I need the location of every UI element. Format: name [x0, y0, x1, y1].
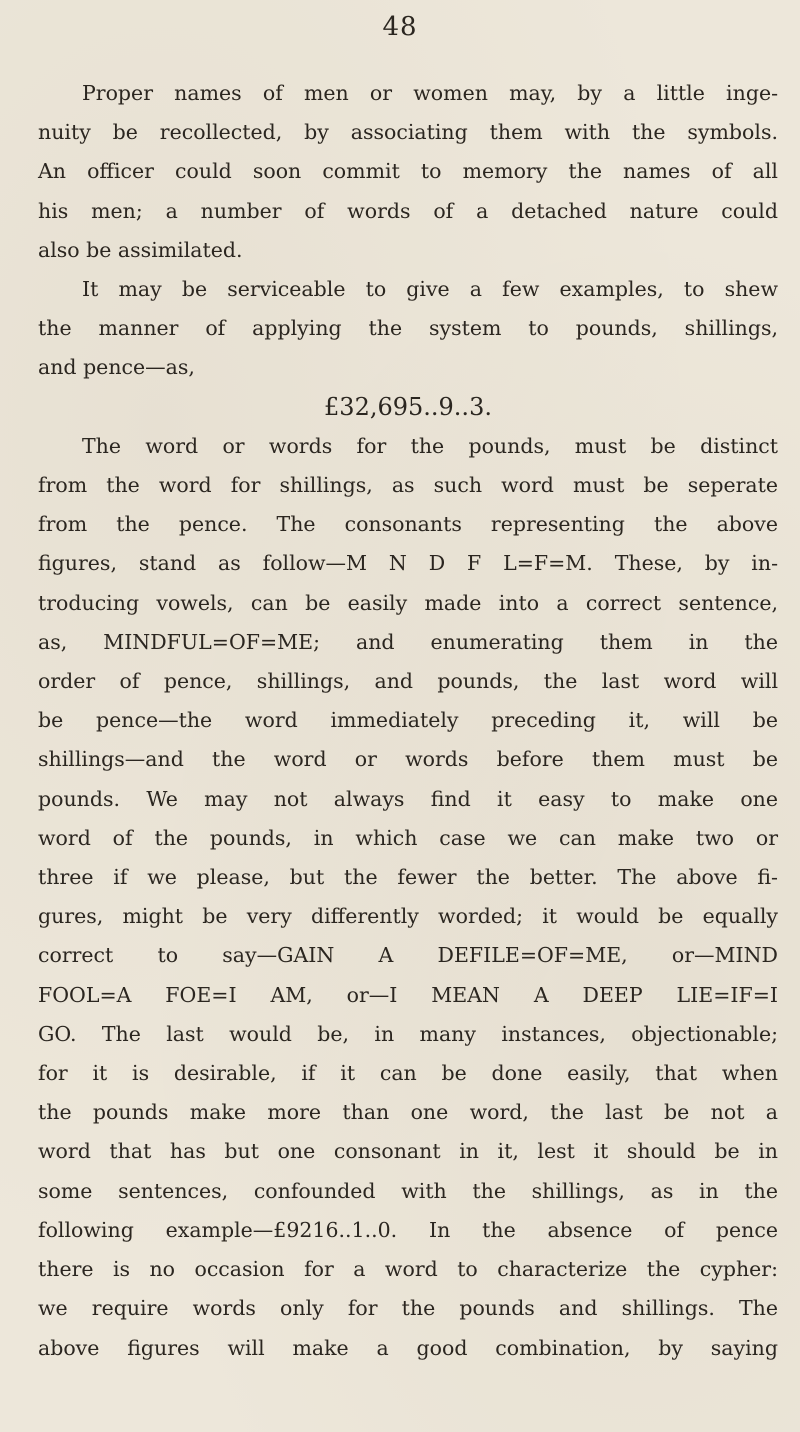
text-line: we require words only for the pounds and shillings. The	[38, 1296, 778, 1321]
text-line: It may be serviceable to give a few examples, to shew	[82, 277, 778, 302]
text-line: be pence—the word immediately preceding it, will be	[38, 708, 778, 733]
text-line: nuity be recollected, by associating them with the symbols.	[38, 120, 778, 145]
text-line: and pence—as,	[38, 355, 195, 380]
text-line: GO. The last would be, in many instances, objectionable;	[38, 1021, 778, 1046]
text-line: some sentences, confounded with the shillings, as in the	[38, 1178, 778, 1203]
text-line: also be assimilated.	[38, 237, 243, 262]
text-line: £32,695..9..3.	[324, 392, 492, 421]
text-line: The word or words for the pounds, must be distinct	[82, 433, 778, 458]
text-line: order of pence, shillings, and pounds, the last word will	[38, 669, 778, 694]
text-line: troducing vowels, can be easily made into a correct sentence,	[38, 590, 778, 615]
text-line: gures, might be very differently worded; it would be equally	[38, 904, 778, 929]
text-line: following example—£9216..1..0. In the absence of pence	[38, 1217, 778, 1242]
page-number: 48	[382, 12, 418, 42]
text-line: from the pence. The consonants representing the above	[38, 512, 778, 537]
text-line: the pounds make more than one word, the last be not a	[38, 1100, 778, 1125]
text-line: as, MINDFUL=OF=ME; and enumerating them in the	[38, 629, 778, 654]
text-line: from the word for shillings, as such word must be seperate	[38, 473, 778, 498]
text-line: shillings—and the word or words before them must be	[38, 747, 778, 772]
text-line: correct to say—GAIN A DEFILE=OF=ME, or—MIND	[38, 943, 778, 968]
text-line: word of the pounds, in which case we can make two or	[38, 825, 778, 850]
body-text	[38, 74, 778, 1368]
text-line: his men; a number of words of a detached nature could	[38, 198, 778, 223]
text-line: pounds. We may not always find it easy to make one	[38, 786, 778, 811]
text-line: An officer could soon commit to memory the names of all	[38, 159, 778, 184]
text-line: for it is desirable, if it can be done easily, that when	[38, 1061, 778, 1086]
text-line: three if we please, but the fewer the better. The above fi-	[38, 865, 778, 890]
text-line: there is no occasion for a word to characterize the cypher:	[38, 1257, 778, 1282]
text-line: the manner of applying the system to pounds, shillings,	[38, 316, 778, 341]
text-line: FOOL=A FOE=I AM, or—I MEAN A DEEP LIE=IF=I	[38, 982, 778, 1007]
text-line: figures, stand as follow—M N D F L=F=M. These, by in-	[38, 551, 778, 576]
text-line: Proper names of men or women may, by a little inge-	[82, 81, 778, 105]
text-line: word that has but one consonant in it, lest it should be in	[38, 1139, 778, 1164]
text-line: above figures will make a good combination, by saying	[38, 1335, 778, 1360]
